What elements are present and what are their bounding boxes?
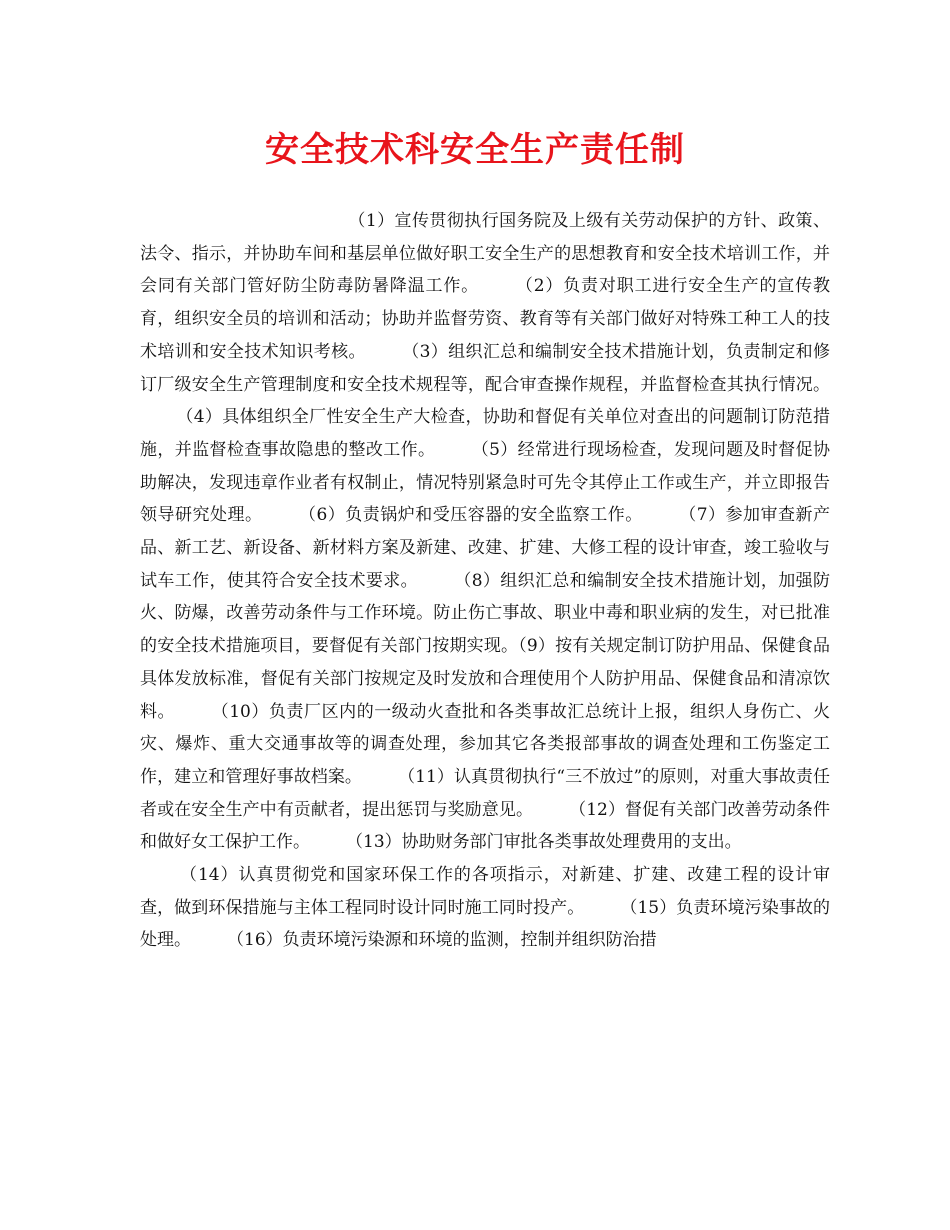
second-paragraph xyxy=(140,859,830,957)
clause-13: （13）协助财务部门审批各类事故处理费用的支出。 xyxy=(346,832,742,853)
clause-6: （6）负责锅炉和受压容器的安全监察工作。 xyxy=(298,505,643,526)
clause-5: （5）经常进行现场检查，发现问题及时督促协助解决，发现违章作业者有权制止，情况特别紧急时可先令其停止工作或生产，并立即报告领导研究处理。 xyxy=(140,439,830,526)
clause-15: （15）负责环境污染事故的处理。 xyxy=(140,897,831,951)
clause-10: （10）负责厂区内的一级动火查批和各类事故汇总统计上报，组织人身伤亡、火灾、爆炸、重大交通事故等的调查处理，参加其它各类报部事故的调查处理和工伤鉴定工作，建立和管理好事故档案。 xyxy=(140,701,830,787)
clause-2: （2）负责对职工进行安全生产的宣传教育，组织安全员的培训和活动；协助并监督劳资、教育等有关部门做好对特殊工种工人的技术培训和安全技术知识考核。 xyxy=(140,276,830,362)
clause-8: （8）组织汇总和编制安全技术措施计划，加强防火、防爆，改善劳动条件与工作环境。防止伤亡事故、职业中毒和职业病的发生，对已批准的安全技术措施项目，要督促有关部门按期实现。 xyxy=(140,570,830,657)
clause-14: （14）认真贯彻党和国家环保工作的各项指示，对新建、扩建、改建工程的设计审查，做到环保措施与主体工程同时设计同时施工同时投产。 xyxy=(140,865,830,918)
document-body xyxy=(140,205,830,957)
clause-3: （3）组织汇总和编制安全技术措施计划，负责制定和修订厂级安全生产管理制度和安全技术规程等，配合审查操作规程，并监督检查其执行情况。 xyxy=(140,341,830,395)
clause-9: （9）按有关规定制订防护用品、保健食品具体发放标准，督促有关部门按规定及时发放和合理使用个人防护用品、保健食品和清凉饮料。 xyxy=(140,636,830,722)
clause-4: （4）具体组织全厂性安全生产大检查，协助和督促有关单位对查出的问题制订防范措施，并监督检查事故隐患的整改工作。 xyxy=(140,407,830,460)
clause-1: （1）宣传贯彻执行国务院及上级有关劳动保护的方针、政策、法令、指示，并协助车间和基层单位做好职工安全生产的思想教育和安全技术培训工作，并会同有关部门管好防尘防毒防暑降温工作。 xyxy=(140,211,830,297)
clause-16: （16）负责环境污染源和环境的监测，控制并组织防治措 xyxy=(227,930,657,951)
clause-11: （11）认真贯彻执行“三不放过”的原则，对重大事故责任者或在安全生产中有贡献者，提出惩罚与奖励意见。 xyxy=(140,766,831,820)
document-title: 安全技术科安全生产责任制 xyxy=(265,130,685,170)
clause-7: （7）参加审查新产品、新工艺、新设备、新材料方案及新建、改建、扩建、大修工程的设计审查，竣工验收与试车工作，使其符合安全技术要求。 xyxy=(140,505,830,591)
clause-12: （12）督促有关部门改善劳动条件和做好女工保护工作。 xyxy=(140,799,831,853)
